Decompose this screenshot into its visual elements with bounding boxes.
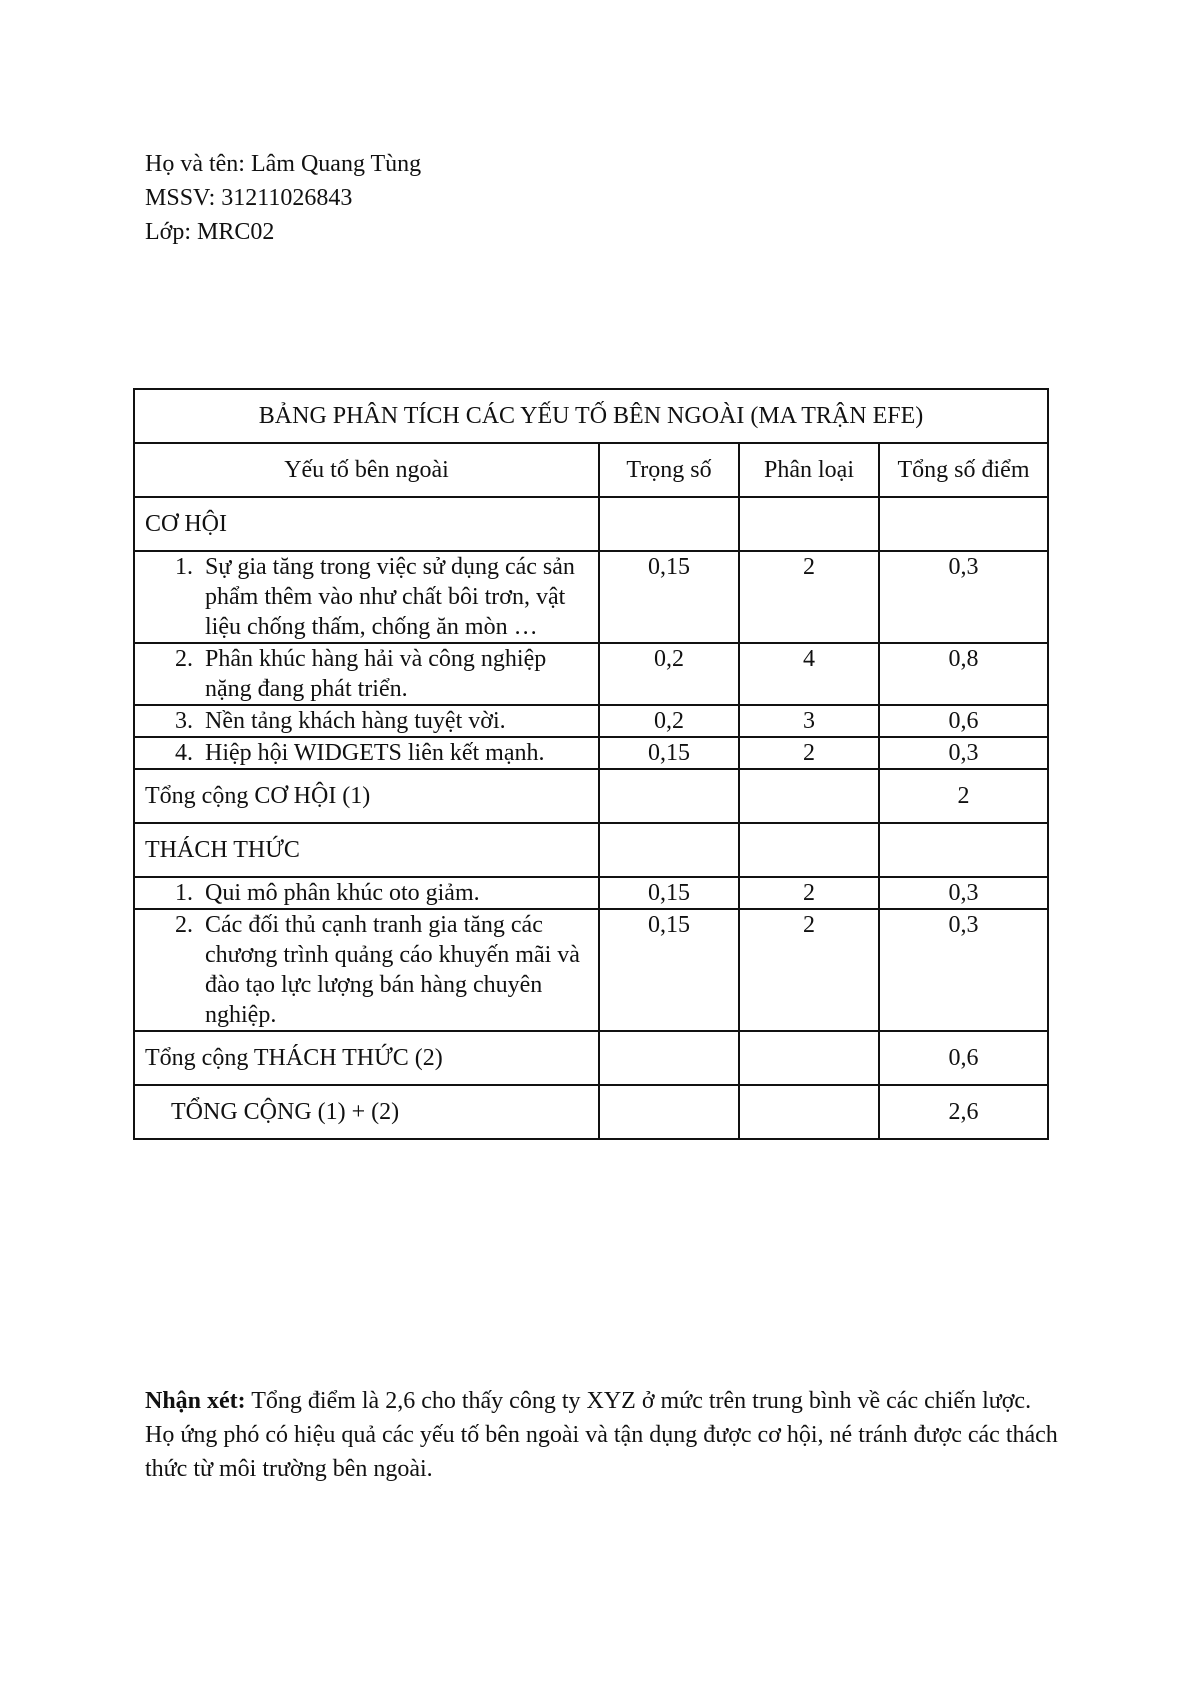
grand-total-score: 2,6 [879, 1085, 1048, 1139]
table-row [134, 705, 1048, 737]
header-weight: Trọng số [599, 443, 739, 497]
table-row [134, 909, 1048, 1031]
item-number: 4. [175, 740, 193, 766]
section-row-threats [134, 823, 1048, 877]
score-cell: 0,8 [879, 643, 1048, 705]
item-number: 2. [175, 646, 193, 672]
table-title-row [134, 389, 1048, 443]
score-cell: 0,3 [879, 737, 1048, 769]
weight-cell: 0,15 [599, 737, 739, 769]
rating-cell: 4 [739, 643, 879, 705]
subtotal-label: Tổng cộng CƠ HỘI (1) [134, 769, 599, 823]
rating-cell: 3 [739, 705, 879, 737]
score-cell: 0,6 [879, 705, 1048, 737]
section-label: CƠ HỘI [134, 497, 599, 551]
student-info [145, 147, 421, 249]
factor-text: Sự gia tăng trong việc sử dụng các sản phẩm thêm vào như chất bôi trơn, vật liệu chống thấm, chống ăn mòn … [205, 554, 575, 640]
rating-cell: 2 [739, 877, 879, 909]
factor-text: Qui mô phân khúc oto giảm. [205, 880, 480, 906]
rating-cell: 2 [739, 737, 879, 769]
factor-text: Các đối thủ cạnh tranh gia tăng các chương trình quảng cáo khuyến mãi và đào tạo lực lượng bán hàng chuyên nghiệp. [205, 912, 580, 1028]
section-row-opportunities [134, 497, 1048, 551]
comment-paragraph [145, 1384, 1065, 1486]
item-number: 1. [175, 880, 193, 906]
table-row [134, 551, 1048, 643]
table-row [134, 737, 1048, 769]
item-number: 2. [175, 912, 193, 938]
subtotal-score: 2 [879, 769, 1048, 823]
efe-matrix-table [133, 388, 1049, 1140]
weight-cell: 0,15 [599, 909, 739, 1031]
subtotal-row-threats [134, 1031, 1048, 1085]
grand-total-row [134, 1085, 1048, 1139]
grand-total-label: TỔNG CỘNG (1) + (2) [134, 1085, 599, 1139]
comment-label: Nhận xét: [145, 1388, 246, 1414]
weight-cell: 0,2 [599, 643, 739, 705]
factor-text: Nền tảng khách hàng tuyệt vời. [205, 708, 506, 734]
student-name: Họ và tên: Lâm Quang Tùng [145, 151, 422, 177]
factor-text: Phân khúc hàng hải và công nghiệp nặng đang phát triển. [205, 646, 547, 702]
score-cell: 0,3 [879, 551, 1048, 643]
section-label: THÁCH THỨC [134, 823, 599, 877]
student-id: MSSV: 31211026843 [145, 185, 353, 211]
factor-text: Hiệp hội WIDGETS liên kết mạnh. [205, 740, 545, 766]
subtotal-row-opportunities [134, 769, 1048, 823]
subtotal-label: Tổng cộng THÁCH THỨC (2) [134, 1031, 599, 1085]
item-number: 3. [175, 708, 193, 734]
score-cell: 0,3 [879, 909, 1048, 1031]
comment-text: Tổng điểm là 2,6 cho thấy công ty XYZ ở mức trên trung bình về các chiến lược. Họ ứng phó có hiệu quả các yếu tố bên ngoài và tận dụng được cơ hội, né tránh được các thách thức từ môi trường bên ngoài. [145, 1388, 1058, 1482]
table-header-row [134, 443, 1048, 497]
header-score: Tổng số điểm [879, 443, 1048, 497]
rating-cell: 2 [739, 909, 879, 1031]
subtotal-score: 0,6 [879, 1031, 1048, 1085]
student-class: Lớp: MRC02 [145, 219, 275, 245]
table-row [134, 877, 1048, 909]
table-title: BẢNG PHÂN TÍCH CÁC YẾU TỐ BÊN NGOÀI (MA TRẬN EFE) [134, 389, 1048, 443]
weight-cell: 0,2 [599, 705, 739, 737]
table-row [134, 643, 1048, 705]
weight-cell: 0,15 [599, 877, 739, 909]
rating-cell: 2 [739, 551, 879, 643]
header-factor: Yếu tố bên ngoài [134, 443, 599, 497]
header-rating: Phân loại [739, 443, 879, 497]
item-number: 1. [175, 554, 193, 580]
weight-cell: 0,15 [599, 551, 739, 643]
score-cell: 0,3 [879, 877, 1048, 909]
